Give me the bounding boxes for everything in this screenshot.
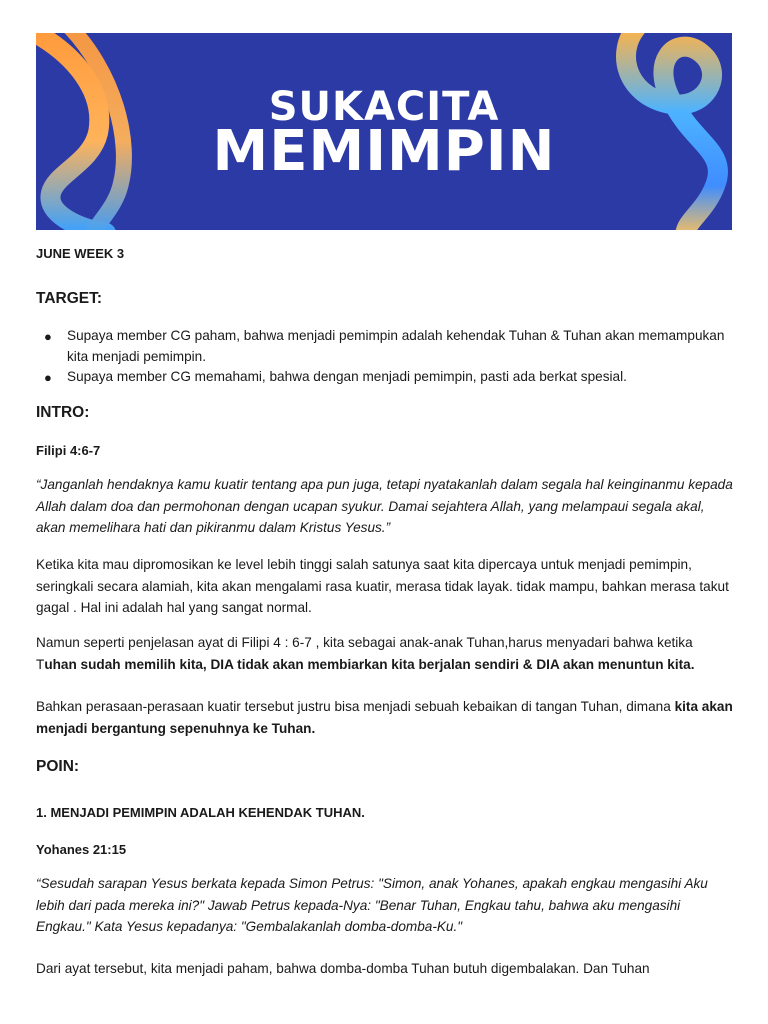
intro-paragraph-3 <box>36 696 736 739</box>
intro-paragraph-2-bold: uhan sudah memilih kita, DIA tidak akan membiarkan kita berjalan sendiri & DIA akan menuntun kita. <box>44 656 695 672</box>
intro-paragraph-2-text: Namun seperti penjelasan ayat di Filipi 4 : 6-7 , kita sebagai anak-anak Tuhan,harus menyadari bahwa ketika T <box>36 635 693 672</box>
point-1-title: 1. MENJADI PEMIMPIN ADALAH KEHENDAK TUHAN. <box>36 805 365 820</box>
intro-heading: INTRO: <box>36 404 90 421</box>
poin-heading: POIN: <box>36 758 80 775</box>
point-1-paragraph-1: Dari ayat tersebut, kita menjadi paham, bahwa domba-domba Tuhan butuh digembalakan. Dan Tuhan <box>36 961 650 976</box>
banner-title-line2: MEMIMPIN <box>212 119 556 184</box>
point-1-verse-ref: Yohanes 21:15 <box>36 842 127 857</box>
intro-paragraph-3-bold: kita akan menjadi bergantung sepenuhnya ke Tuhan. <box>36 699 733 736</box>
intro-paragraph-1: Ketika kita mau dipromosikan ke level lebih tinggi salah satunya saat kita dipercaya untuk menjadi pemimpin, seringkali secara alamiah, kita akan mengalami rasa kuatir, merasa tidak layak. tidak mampu, bahkan merasa takut gagal . Hal ini adalah hal yang sangat normal. <box>36 557 729 615</box>
point-1-verse-text: “Sesudah sarapan Yesus berkata kepada Simon Petrus: "Simon, anak Yohanes, apakah engkau mengasihi Aku lebih dari pada mereka ini?" Jawab Petrus kepada-Nya: "Benar Tuhan, Engkau tahu, bahwa aku mengasihi Engkau." Kata Yesus kepadanya: "Gembalakanlah domba-domba-Ku." <box>36 876 708 934</box>
intro-verse-ref: Filipi 4:6-7 <box>36 443 101 458</box>
bullet-icon: ● <box>44 329 52 344</box>
week-label: JUNE WEEK 3 <box>36 246 125 261</box>
banner-title-line1: SUKACITA <box>268 84 500 130</box>
header-banner <box>36 33 732 230</box>
bullet-icon: ● <box>44 370 52 385</box>
intro-paragraph-2 <box>36 632 736 675</box>
intro-paragraph-3-text: Bahkan perasaan-perasaan kuatir tersebut justru bisa menjadi sebuah kebaikan di tangan Tuhan, dimana <box>36 699 675 714</box>
intro-verse-text: “Janganlah hendaknya kamu kuatir tentang apa pun juga, tetapi nyatakanlah dalam segala hal keinginanmu kepada Allah dalam doa dan permohonan dengan ucapan syukur. Damai sejahtera Allah, yang melampaui segala akal, akan memelihara hati dan pikiranmu dalam Kristus Yesus.” <box>36 477 733 535</box>
target-heading: TARGET: <box>36 290 103 307</box>
target-item-2: Supaya member CG memahami, bahwa dengan menjadi pemimpin, pasti ada berkat spesial. <box>67 369 627 384</box>
target-item-1: Supaya member CG paham, bahwa menjadi pemimpin adalah kehendak Tuhan & Tuhan akan memampukan kita menjadi pemimpin. <box>67 328 725 364</box>
